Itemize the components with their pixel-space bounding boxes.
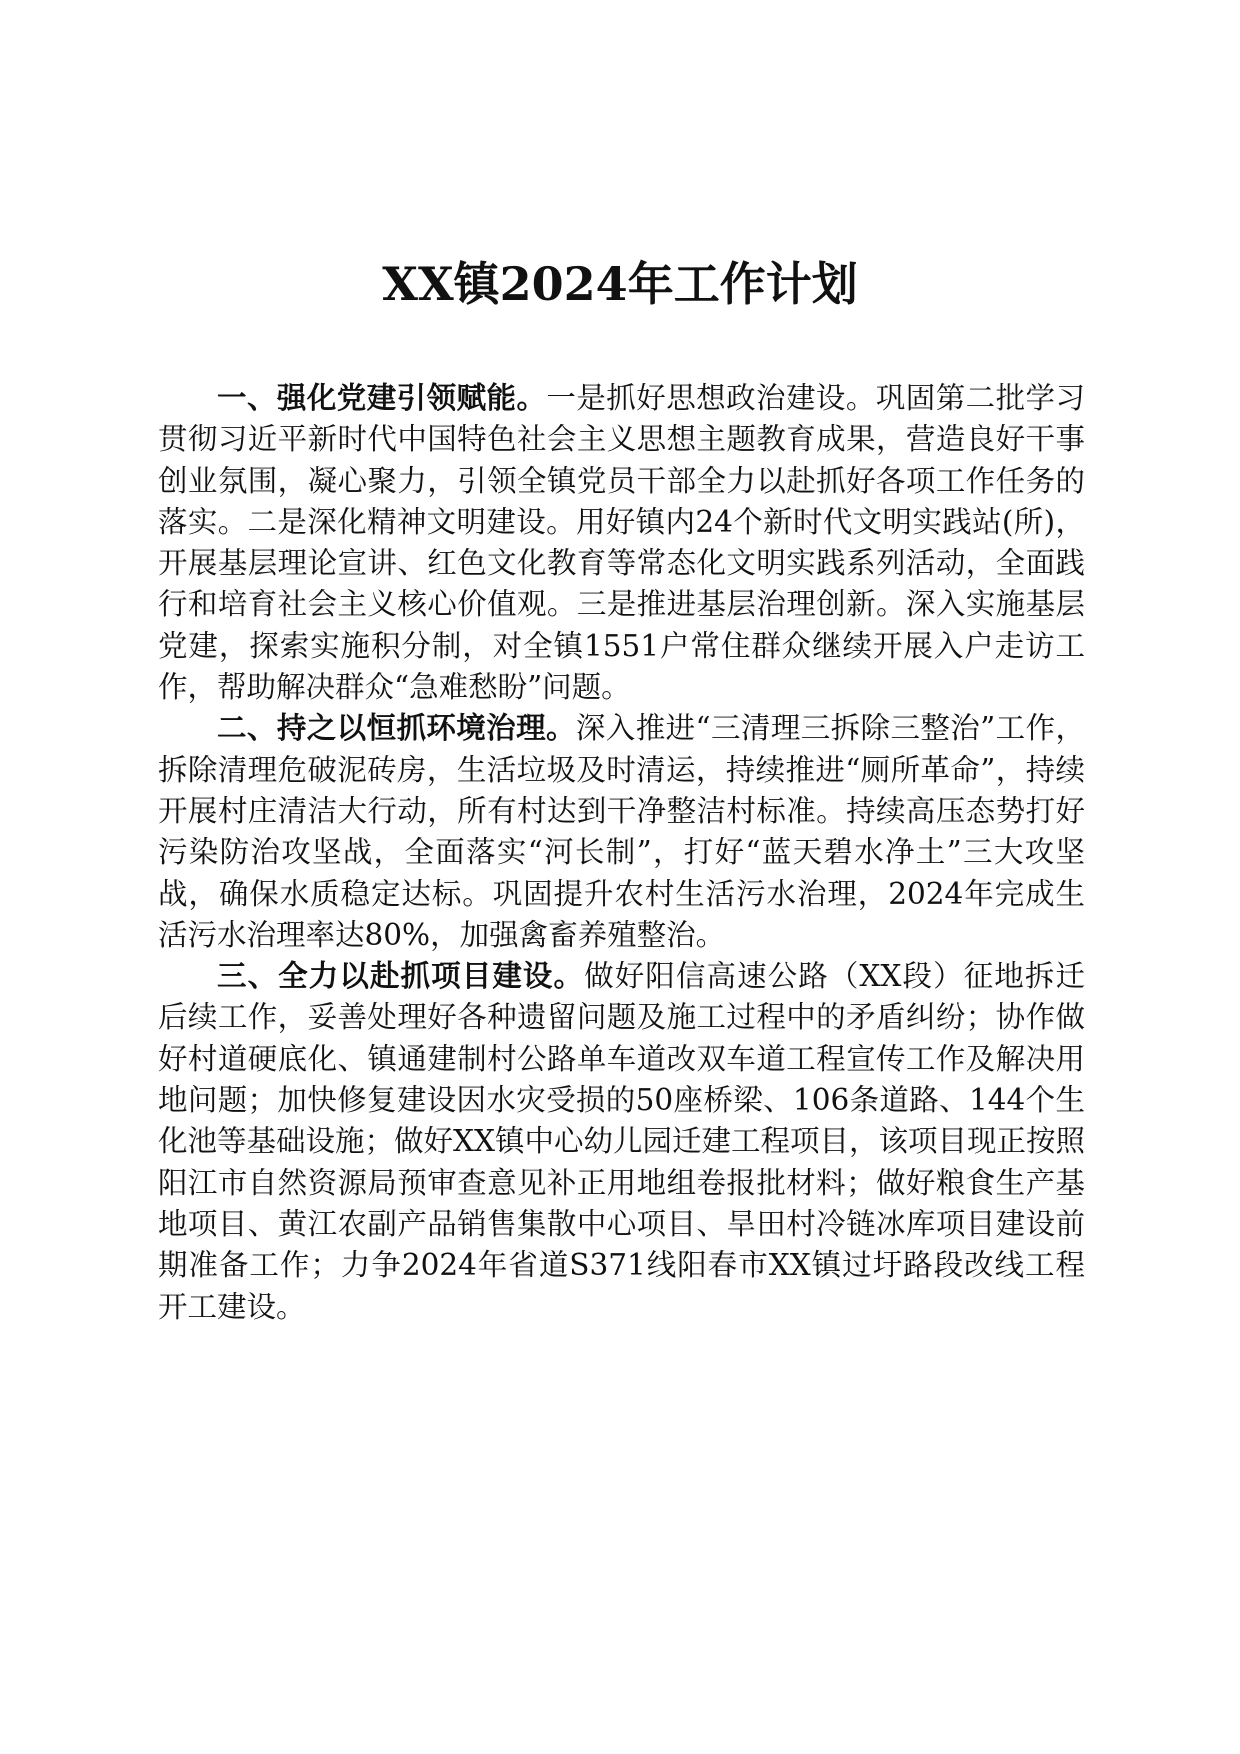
- document-body: [158, 378, 1085, 1328]
- document-title: XX镇2024年工作计划: [382, 257, 858, 311]
- section-paragraph: [158, 708, 1085, 956]
- section-heading: 三、全力以赴抓项目建设。: [217, 959, 585, 994]
- section-heading: 二、持之以恒抓环境治理。: [217, 711, 576, 746]
- section-text: 做好阳信高速公路（XX段）征地拆迁后续工作，妥善处理好各种遗留问题及施工过程中的矛盾纠纷；协作做好村道硬底化、镇通建制村公路单车道改双车道工程宣传工作及解决用地问题；加快修复建设因水灾受损的50座桥梁、106条道路、144个生化池等基础设施；做好XX镇中心幼儿园迁建工程项目，该项目现正按照阳江市自然资源局预审查意见补正用地组卷报批材料；做好粮食生产基地项目、黄江农副产品销售集散中心项目、旱田村冷链冰库项目建设前期准备工作；力争2024年省道S371线阳春市XX镇过圩路段改线工程开工建设。: [158, 959, 1086, 1324]
- section-paragraph: [158, 956, 1085, 1328]
- section-heading: 一、强化党建引领赋能。: [217, 381, 547, 415]
- section-text: 一是抓好思想政治建设。巩固第二批学习贯彻习近平新时代中国特色社会主义思想主题教育成果，营造良好干事创业氛围，凝心聚力，引领全镇党员干部全力以赴抓好各项工作任务的落实。二是深化精神文明建设。用好镇内24个新时代文明实践站(所)，开展基层理论宣讲、红色文化教育等常态化文明实践系列活动，全面践行和培育社会主义核心价值观。三是推进基层治理创新。深入实施基层党建，探索实施积分制，对全镇1551户常住群众继续开展入户走访工作，帮助解决群众“急难愁盼”问题。: [158, 381, 1085, 705]
- section-text: 深入推进“三清理三拆除三整治”工作，拆除清理危破泥砖房，生活垃圾及时清运，持续推进“厕所革命”，持续开展村庄清洁大行动，所有村达到干净整洁村标准。持续高压态势打好污染防治攻坚战，全面落实“河长制”，打好“蓝天碧水净土”三大攻坚战，确保水质稳定达标。巩固提升农村生活污水治理，2024年完成生活污水治理率达80%，加强禽畜养殖整治。: [158, 711, 1085, 952]
- section-paragraph: [158, 378, 1085, 708]
